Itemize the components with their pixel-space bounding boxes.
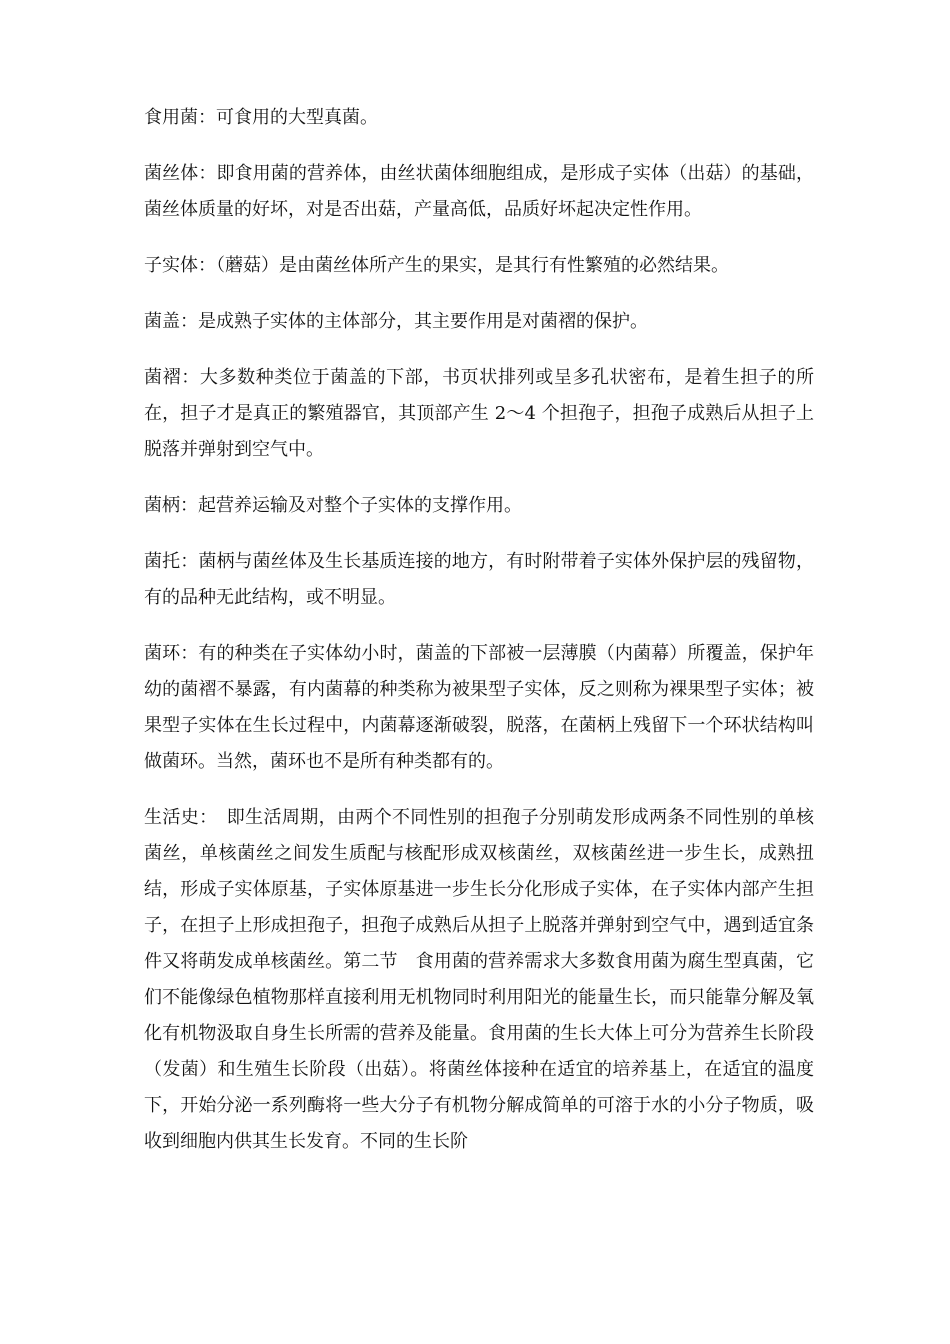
definition-pileus: 菌盖：是成熟子实体的主体部分，其主要作用是对菌褶的保护。	[144, 311, 648, 332]
definition-fruiting-body: 子实体：（蘑菇）是由菌丝体所产生的果实，是其行有性繁殖的必然结果。	[144, 255, 729, 276]
definition-gills: 菌褶：大多数种类位于菌盖的下部，书页状排列或呈多孔状密布，是着生担子的所在，担子才是真正的繁殖器官，其顶部产生 2～4 个担孢子，担孢子成熟后从担子上脱落并弹射到空气中。	[144, 367, 814, 460]
definition-annulus: 菌环：有的种类在子实体幼小时，菌盖的下部被一层薄膜（内菌幕）所覆盖，保护年幼的菌褶不暴露，有内菌幕的种类称为被果型子实体，反之则称为裸果型子实体；被果型子实体在生长过程中，内菌幕逐渐破裂，脱落，在菌柄上残留下一个环状结构叫做菌环。当然，菌环也不是所有种类都有的。	[144, 643, 814, 772]
definition-life-cycle: 生活史： 即生活周期，由两个不同性别的担孢子分别萌发形成两条不同性别的单核菌丝，单核菌丝之间发生质配与核配形成双核菌丝，双核菌丝进一步生长，成熟扭结，形成子实体原基，子实体原基进一步生长分化形成子实体，在子实体内部产生担子，在担子上形成担孢子，担孢子成熟后从担子上脱落并弹射到空气中，遇到适宜条件又将萌发成单核菌丝。第二节 食用菌的营养需求大多数食用菌为腐生型真菌，它们不能像绿色植物那样直接利用无机物同时利用阳光的能量生长，而只能靠分解及氧化有机物汲取自身生长所需的营养及能量。食用菌的生长大体上可分为营养生长阶段（发菌）和生殖生长阶段（出菇）。将菌丝体接种在适宜的培养基上，在适宜的温度下，开始分泌一系列酶将一些大分子有机物分解成简单的可溶于水的小分子物质，吸收到细胞内供其生长发育。不同的生长阶	[144, 807, 814, 1152]
definition-edible-fungi: 食用菌：可食用的大型真菌。	[144, 107, 378, 128]
definition-mycelium: 菌丝体：即食用菌的营养体，由丝状菌体细胞组成，是形成子实体（出菇）的基础，菌丝体质量的好坏，对是否出菇，产量高低，品质好坏起决定性作用。	[144, 163, 814, 220]
definition-stipe: 菌柄：起营养运输及对整个子实体的支撑作用。	[144, 495, 522, 516]
definition-volva: 菌托：菌柄与菌丝体及生长基质连接的地方，有时附带着子实体外保护层的残留物，有的品种无此结构，或不明显。	[144, 551, 814, 608]
document-body	[144, 100, 814, 1180]
